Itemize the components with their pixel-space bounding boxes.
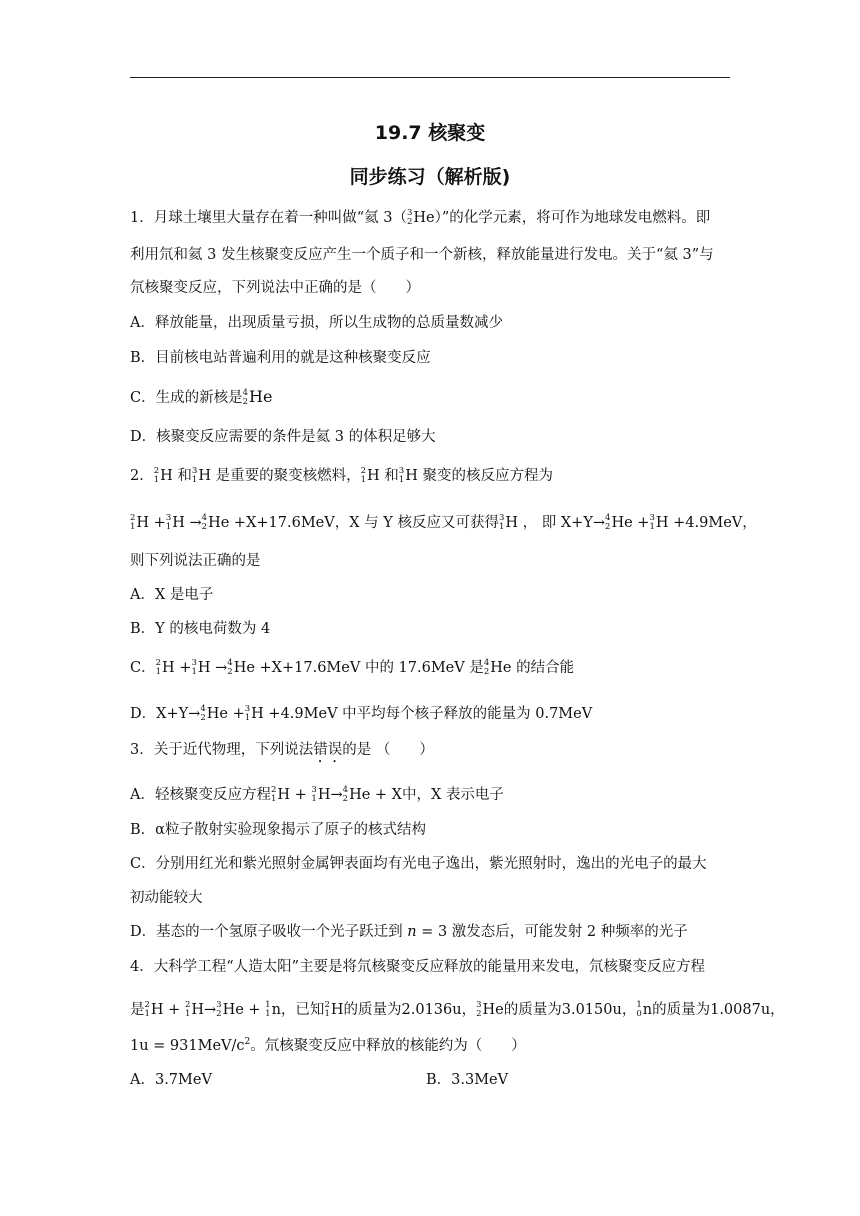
q4-option-a: A．3.7MeV — [130, 1072, 212, 1088]
q2-equation-line: 2 1 H + 3 1 H → 4 2 He +X+17.6MeV，X 与 Y 核反应又可获得 3 1 H ， 即 X+Y→ 4 2 He + 3 1 H +4.9MeV， — [130, 513, 757, 532]
q1-stem-line1: 1．月球土壤里大量存在着一种叫做“氦 3（ 3 2 He）”的化学元素，将可作为地球发电燃料。即 — [130, 208, 711, 227]
q4-stem-line1: 4．大科学工程“人造太阳”主要是将氘核聚变反应释放的能量用来发电，氘核聚变反应方程 — [130, 959, 706, 975]
q2-option-a: A．X 是电子 — [130, 587, 214, 603]
q2-option-b: B．Y 的核电荷数为 4 — [130, 621, 271, 637]
q4-stem-line3: $1u = 931MeV/c^2$。氘核聚变反应中释放的核能约为（ ） — [130, 1037, 526, 1054]
q3-option-d: D．基态的一个氢原子吸收一个光子跃迁到 n = 3 激发态后，可能发射 2 种频率的光子 — [130, 924, 688, 940]
q2-stem-line3: 则下列说法正确的是 — [130, 553, 261, 569]
q3-option-c-line1: C．分别用红光和紫光照射金属钾表面均有光电子逸出，紫光照射时，逸出的光电子的最大 — [130, 856, 707, 872]
page-subtitle: 同步练习（解析版) — [349, 166, 511, 188]
q1-option-c: C．生成的新核是 4 2 He — [130, 387, 273, 407]
emphasis-error: 错误 — [313, 742, 343, 758]
q1-stem-line3: 氘核聚变反应，下列说法中正确的是（ ） — [130, 280, 420, 296]
q4-option-b: B．3.3MeV — [426, 1072, 509, 1088]
q1-option-d: D．核聚变反应需要的条件是氦 3 的体积足够大 — [130, 429, 436, 445]
q3-option-a: A．轻核聚变反应方程 2 1 H + 3 1 H→ 4 2 He + X中，X 表示电子 — [130, 785, 504, 804]
q4-stem-line2: 是 2 1 H + 2 1 H→ 3 2 He + 1 1 n，已知 2 1 H的质量为2.0136u， 3 2 He的质量为3.0150u， 1 0 n的质量为1.0087u， — [130, 1000, 785, 1019]
q2-option-c: C． 2 1 H + 3 1 H → 4 2 He +X+17.6MeV 中的 17.6MeV 是 4 2 He 的结合能 — [130, 658, 575, 677]
q1-option-a: A．释放能量，出现质量亏损，所以生成物的总质量数减少 — [130, 315, 503, 331]
q1-option-b: B．目前核电站普遍利用的就是这种核聚变反应 — [130, 350, 431, 366]
q2-stem-line1: 2． 2 1 H 和 3 1 H 是重要的聚变核燃料， 2 1 H 和 3 1 H 聚变的核反应方程为 — [130, 466, 553, 485]
q2-option-d: D．X+Y→ 4 2 He + 3 1 H +4.9MeV 中平均每个核子释放的能量为 0.7MeV — [130, 704, 593, 723]
q1-stem-line2: 利用氘和氦 3 发生核聚变反应产生一个质子和一个新核，释放能量进行发电。关于“氦 3”与 — [130, 247, 714, 263]
header-rule — [130, 77, 730, 78]
q3-option-b: B．α粒子散射实验现象揭示了原子的核式结构 — [130, 822, 426, 838]
q3-option-c-line2: 初动能较大 — [130, 890, 203, 906]
page-title: 19.7 核聚变 — [374, 122, 486, 144]
q3-stem: 3．关于近代物理，下列说法错误的是 （ ） — [130, 742, 434, 758]
